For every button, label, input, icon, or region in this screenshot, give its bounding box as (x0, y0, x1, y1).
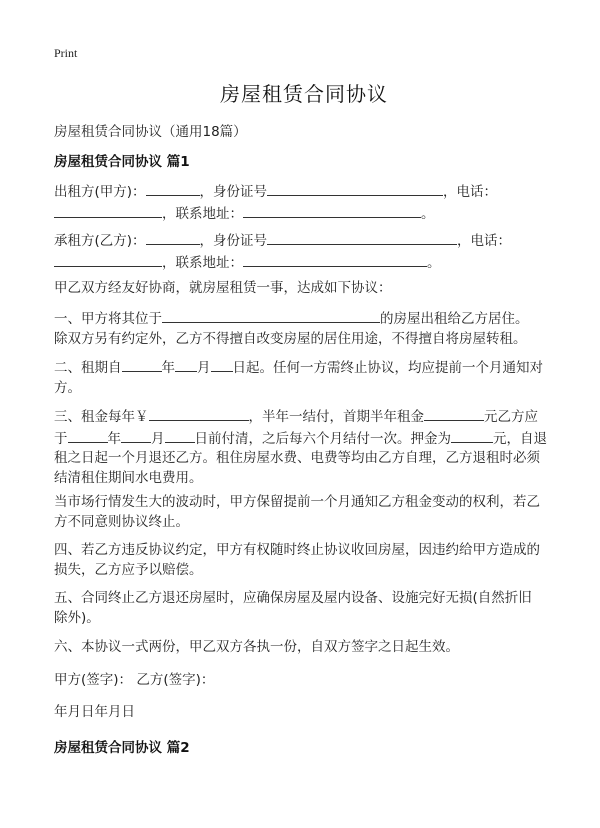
clause-3-line4: 结清租住期间水电费用。 (54, 469, 203, 486)
lessor-address-blank (243, 203, 421, 218)
clause-5 (54, 589, 554, 628)
pay-day-blank (165, 428, 195, 443)
clause-6: 六、本协议一式两份，甲乙双方各执一份，自双方签字之日起生效。 (54, 639, 459, 655)
lessor-phone-blank (54, 203, 162, 218)
lessor-end: 。 (421, 205, 435, 222)
lessee-phone-label: ，电话： (457, 233, 512, 249)
print-label[interactable]: Print (54, 46, 78, 60)
lessee-name-blank (146, 230, 200, 245)
pay-month-blank (121, 428, 151, 443)
clause-2-suffix: 日起。任何一方需终止协议，均应提前一个月通知对 (232, 360, 543, 376)
clause-3-prefix: 三、租金每年￥ (54, 409, 149, 425)
clause-2-prefix: 二、租期自 (54, 360, 122, 376)
date-line: 年月日年月日 (54, 704, 135, 720)
start-year-blank (122, 357, 162, 372)
clause-1 (54, 308, 554, 349)
first-rent-blank (424, 406, 484, 421)
lessee-phone-blank (54, 252, 162, 267)
clause-5-line2: 除外)。 (54, 609, 100, 626)
clause-1-prefix: 一、甲方将其位于 (54, 311, 162, 327)
lessor-info (54, 181, 554, 224)
clause-3-l2-suffix: 元，自退 (493, 430, 547, 447)
lessee-id-label: ，身份证号 (199, 233, 268, 249)
lessee-info (54, 230, 554, 273)
clause-3-l2-mid: 日前付清，之后每六个月结付一次。押金为 (194, 430, 451, 447)
lessee-address-label: ，联系地址： (162, 254, 243, 271)
clause-1-line2: 除双方另有约定外，乙方不得擅自改变房屋的居住用途，不得擅自将房屋转租。 (54, 330, 527, 347)
section-heading-1: 房屋租赁合同协议 篇1 (54, 154, 190, 170)
market-line1: 当市场行情发生大的波动时，甲方保留提前一个月通知乙方租金变动的权利，若乙 (54, 494, 540, 510)
lessee-label: 承租方(乙方)： (54, 233, 146, 249)
market-clause (54, 493, 554, 532)
clause-2-line2: 方。 (54, 379, 81, 396)
lessor-address-label: ，联系地址： (162, 205, 243, 222)
section-heading-2: 房屋租赁合同协议 篇2 (54, 740, 190, 756)
lessee-address-blank (243, 252, 427, 267)
lessor-id-label: ，身份证号 (199, 184, 268, 200)
pay-year-blank (68, 428, 108, 443)
start-month-blank (175, 357, 197, 372)
clause-3-mid: ，半年一结付，首期半年租金 (248, 409, 424, 425)
lessor-id-blank (267, 181, 443, 196)
clause-5-line1: 五、合同终止乙方退还房屋时，应确保房屋及屋内设备、设施完好无损(自然折旧 (54, 590, 532, 606)
clause-3-suffix: 元乙方应 (484, 409, 538, 425)
lessor-label: 出租方(甲方)： (54, 184, 146, 200)
document-title: 房屋租赁合同协议 (220, 82, 388, 106)
document-subtitle: 房屋租赁合同协议（通用18篇） (54, 124, 247, 140)
agreement-intro: 甲乙双方经友好协商，就房屋租赁一事，达成如下协议： (54, 280, 392, 296)
signature-line: 甲方(签字)： 乙方(签字)： (54, 672, 215, 688)
market-line2: 方不同意则协议终止。 (54, 513, 189, 530)
deposit-blank (451, 428, 493, 443)
pay-month-label: 月 (151, 430, 165, 447)
clause-2 (54, 357, 554, 398)
clause-3 (54, 406, 554, 488)
lessor-phone-label: ，电话： (443, 184, 498, 200)
clause-4-line1: 四、若乙方违反协议约定，甲方有权随时终止协议收回房屋，因违约给甲方造成的 (54, 542, 540, 558)
property-address-blank (162, 308, 380, 323)
clause-1-suffix: 的房屋出租给乙方居住。 (380, 311, 529, 327)
clause-3-l2-prefix: 于 (54, 430, 68, 447)
clause-3-line3: 租之日起一个月退还乙方。租住房屋水费、电费等均由乙方自理，乙方退租时必须 (54, 450, 540, 466)
pay-year-label: 年 (107, 430, 121, 447)
year-label: 年 (161, 360, 175, 376)
clause-4-line2: 损失，乙方应予以赔偿。 (54, 561, 203, 578)
month-label: 月 (197, 360, 211, 376)
lessee-end: 。 (427, 254, 441, 271)
lessee-id-blank (267, 230, 457, 245)
clause-4 (54, 541, 554, 580)
annual-rent-blank (149, 406, 249, 421)
lessor-name-blank (146, 181, 200, 196)
start-day-blank (211, 357, 233, 372)
